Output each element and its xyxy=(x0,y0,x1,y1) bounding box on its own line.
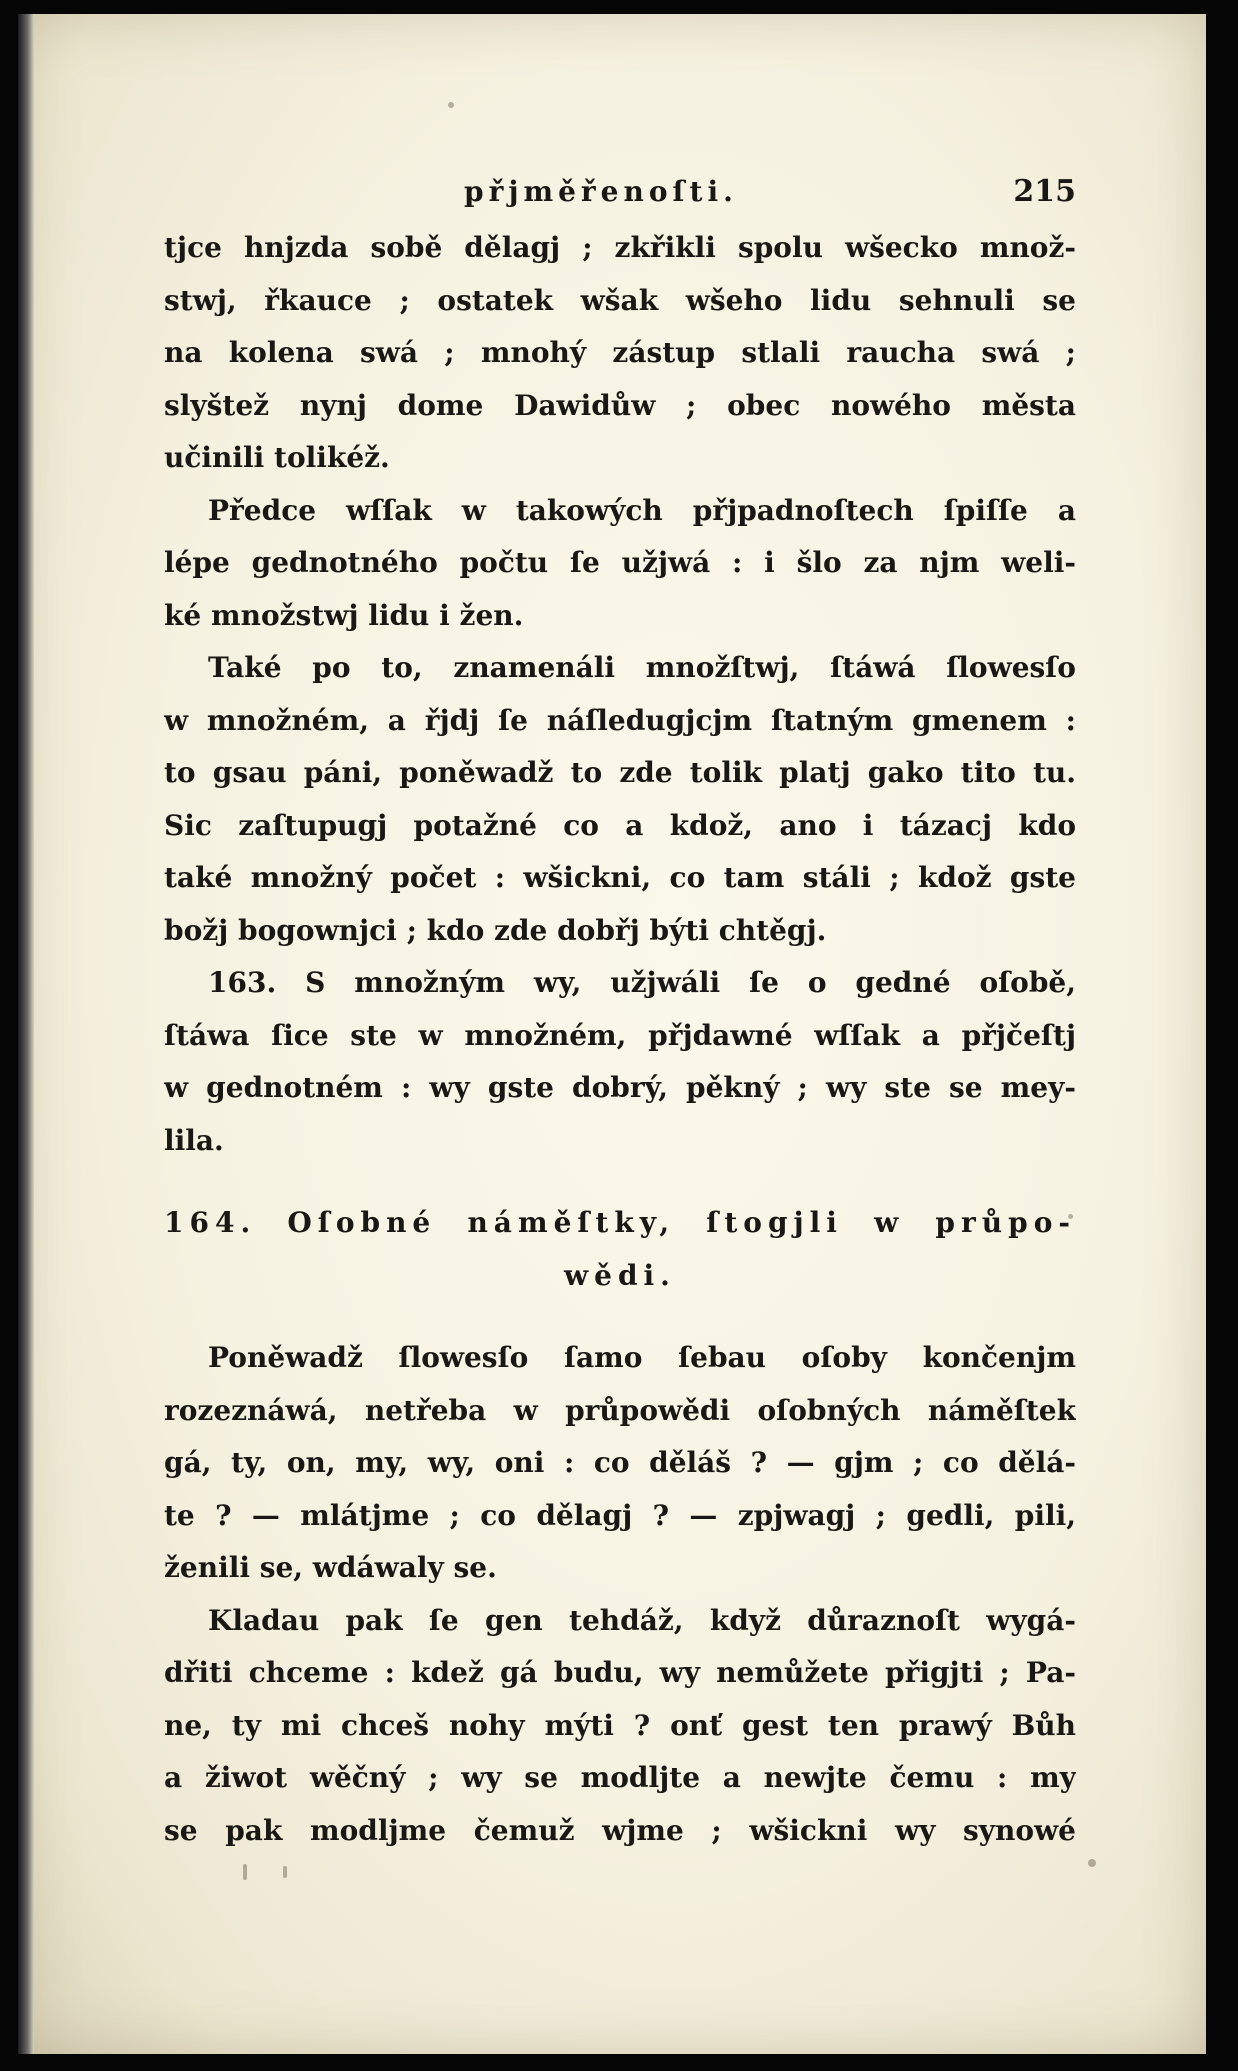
text-line: také množný počet : wšickni, co tam stáli ; kdož gste xyxy=(164,861,1076,894)
running-title: přjměřenoſti. xyxy=(464,175,738,208)
text-line: 163. S množným wy, užjwáli ſe o gedné oſobě, xyxy=(208,966,1076,999)
text-line: ne, ty mi chceš nohy mýti ? onť gest ten prawý Bůh xyxy=(164,1708,1076,1742)
text-line: slyštež nynj dome Dawidůw ; obec nowého města xyxy=(164,388,1076,422)
paragraph-1 xyxy=(164,222,1076,485)
page-number: 215 xyxy=(1013,174,1076,209)
text-line: Také po to, znamenáli množſtwj, ſtáwá ſlowesſo xyxy=(208,651,1076,684)
text-line: Předce wſſak w takowých přjpadnoſtech ſpiſſe a xyxy=(208,493,1076,527)
paragraph-2 xyxy=(164,485,1076,643)
text-line: ſtáwa ſice ste w množném, přjdawné wſſak a přjčeſtj xyxy=(164,1018,1076,1052)
text-line: Poněwadž ſlowesſo ſamo ſebau oſoby končenjm xyxy=(208,1341,1076,1374)
paper-speck xyxy=(283,1866,287,1878)
paper-speck xyxy=(448,102,454,108)
paragraph-4 xyxy=(164,957,1076,1167)
section-heading-line: wědi. xyxy=(564,1258,676,1292)
text-line: Kladau pak ſe gen tehdáž, když důraznoſt wygá- xyxy=(208,1603,1076,1637)
text-line: na kolena swá ; mnohý zástup stlali raucha swá ; xyxy=(164,336,1076,369)
running-head xyxy=(164,166,1076,218)
text-line: w množném, a řjdj ſe náſledugjcjm ſtatným gmenem : xyxy=(164,703,1076,737)
text-line: stwj, řkauce ; ostatek wšak wšeho lidu sehnuli se xyxy=(164,283,1076,317)
page-text xyxy=(164,166,1076,1857)
paragraph-6 xyxy=(164,1595,1076,1858)
section-heading-line: 164. Oſobné náměſtky, ſtogjli w průpo- xyxy=(164,1206,1076,1239)
text-line: te ? — mlátjme ; co dělagj ? — zpjwagj ; gedli, pili, xyxy=(164,1498,1076,1532)
section-heading xyxy=(164,1197,1076,1302)
text-line: ké množstwj lidu i žen. xyxy=(164,598,524,632)
text-line: lila. xyxy=(164,1123,224,1157)
paragraph-5 xyxy=(164,1332,1076,1595)
paper-speck xyxy=(243,1864,247,1880)
text-line: učinili tolikéž. xyxy=(164,441,390,474)
text-line: a žiwot wěčný ; wy se modljte a newjte čemu : my xyxy=(164,1761,1076,1794)
paper-speck xyxy=(1088,1859,1096,1867)
text-line: ženili se, wdáwaly se. xyxy=(164,1551,497,1584)
text-line: tjce hnjzda sobě dělagj ; zkřikli spolu wšecko množ- xyxy=(164,231,1076,264)
text-line: to gsau páni, poněwadž to zde tolik platj gako tito tu. xyxy=(164,756,1076,789)
text-line: dřiti chceme : kdež gá budu, wy nemůžete přigjti ; Pa- xyxy=(164,1656,1076,1689)
page-binding-edge xyxy=(18,14,34,2054)
text-line: gá, ty, on, my, wy, oni : co děláš ? — gjm ; co dělá- xyxy=(164,1446,1076,1479)
text-line: se pak modljme čemuž wjme ; wšickni wy synowé xyxy=(164,1813,1076,1847)
text-line: w gednotném : wy gste dobrý, pěkný ; wy ste se mey- xyxy=(164,1071,1076,1104)
book-page xyxy=(18,14,1206,2054)
text-line: rozeznáwá, netřeba w průpowědi oſobných náměſtek xyxy=(164,1393,1076,1427)
text-line: božj bogownjci ; kdo zde dobřj býti chtěgj. xyxy=(164,913,827,947)
text-line: lépe gednotného počtu ſe užjwá : i šlo za njm weli- xyxy=(164,546,1076,579)
paragraph-3 xyxy=(164,642,1076,957)
text-line: Sic zaſtupugj potažné co a kdož, ano i tázacj kdo xyxy=(164,808,1076,842)
